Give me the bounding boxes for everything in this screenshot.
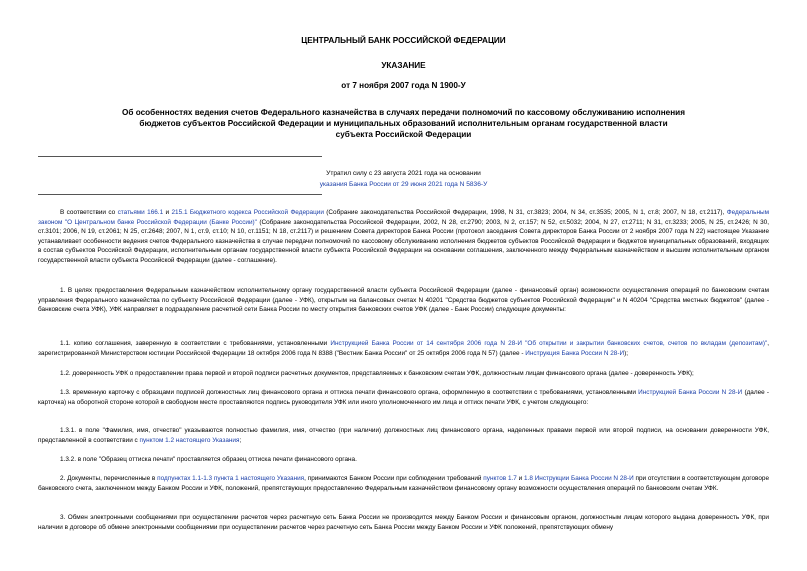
divider-top (38, 156, 322, 157)
status-note-text: Утратил силу с 23 августа 2021 года на основании (326, 170, 481, 177)
link-point-1-8[interactable]: 1.8 Инструкции Банка России N 28-И (524, 475, 634, 482)
paragraph-1-1 (38, 339, 769, 358)
status-note-link[interactable]: указания Банка России от 29 июня 2021 года N 5836-У (319, 181, 488, 188)
text-run: 1.3. временную карточку с образцами подписей должностных лиц финансового органа и оттиска печати финансового органа, оформленную в соответствии с требованиями, установленными (60, 389, 639, 396)
link-central-bank-law[interactable]: Федеральным законом "О Центральном банке Российской Федерации (Банке России)" (38, 209, 769, 226)
text-run: (Собрание законодательства Российской Федерации, 1998, N 31, ст.3823; 2004, N 34, ст.3535; 2005, N 1, ст.8; 2007, N 18, ст.2117), (323, 209, 727, 216)
text-run: ); (624, 349, 628, 357)
paragraph-2 (38, 474, 769, 493)
link-subpoints-1-1-1-3[interactable]: подпунктах 1.1-1.3 пункта 1 настоящего Указания (157, 475, 305, 482)
document-type-heading: УКАЗАНИЕ (381, 61, 426, 70)
text-run: 1.1. копию соглашения, заверенную в соответствии с требованиями, установленными (60, 340, 331, 347)
text-run: 2. Документы, перечисленные в (60, 475, 158, 482)
status-note (0, 168, 807, 190)
paragraph-3: 3. Обмен электронными сообщениями при осуществлении расчетов через расчетную сеть Банка России не производится между Банком России и финансовым органом, должностным лицам которого выдана доверенность УФК, при наличии в договоре об обмене электронными сообщениями при осуществлении расчетов через расчетную сеть Банка России между Банком России и УФК положений, препятствующих обмену (38, 514, 769, 531)
text-run: ; (239, 436, 242, 444)
text-run: , зарегистрированной Министерством юстиции Российской Федерации 18 октября 2006 года N 8388 ("Вестник Банка России" от 25 октября 2006 года N 57) (далее - (38, 340, 769, 357)
divider-bottom (38, 194, 322, 195)
text-run: при отсутствии в соответствующем договоре банковского счета, заключенном между Банком России и УФК, положений, препятствующих предоставлению Федеральным казначейством финансовому органу возможности осуществления операций по банковским счетам УФК. (38, 475, 770, 492)
link-point-1-2[interactable]: пунктом 1.2 настоящего Указания (139, 436, 240, 444)
paragraph-1: 1. В целях предоставления Федеральным казначейством исполнительному органу государственной власти субъекта Российской Федерации (далее - финансовый орган) возможности осуществления операций по банковским счетам управления Федерального казначейства по субъекту Российской Федерации (далее - УФК), открытым на балансовых счетах N 40201 "Средства бюджетов субъектов Российской Федерации" и N 40204 "Средства местных бюджетов" (далее - банковские счета УФК), УФК направляет в подразделение расчетной сети Банка России по месту открытия банковских счетов УФК (далее - Банк России) следующие документы: (38, 287, 769, 314)
document-title: Об особенностях ведения счетов Федерального казначейства в случаях передачи полномочий по кассовому обслуживанию исполнения бюджетов субъектов Российской Федерации и муниципальных образований исполнительным органам государственной власти субъекта Российской Федерации (122, 108, 685, 139)
text-run: В соответствии со (60, 209, 118, 216)
paragraph-1-3-2: 1.3.2. в поле "Образец оттиска печати" проставляется образец оттиска печати финансового органа. (60, 456, 357, 463)
text-run: , принимаются Банком России при соблюдении требований (304, 475, 484, 482)
paragraph-1-2: 1.2. доверенность УФК о предоставлении права первой и второй подписи расчетных документов, представляемых к банковским счетам УФК, должностным лицам финансового органа (далее - доверенность УФК); (60, 370, 694, 377)
link-point-1-7[interactable]: пунктов 1.7 (483, 475, 517, 482)
text-run: и (163, 209, 172, 216)
link-budget-code[interactable]: 215.1 Бюджетного кодекса Российской Федерации (171, 209, 324, 216)
text-run: и (516, 475, 525, 482)
paragraph-1-3-1 (38, 426, 769, 445)
text-run: (Собрание законодательства Российской Федерации, 2002, N 28, ст.2790; 2003, N 2, ст.157; N 52, ст.5032; 2004, N 27, ст.2711; N 31, ст.3233; 2005, N 25, ст.2426; N 30, ст.3101; 2006, N 19, ст.2061; N 25, ст.2648; 2007, N 1, ст.9, ст.10; N 10, ст.1151; N 18, ст.2117) и решением Совета директоров Банка России (протокол заседания Совета директоров Банка России от 2 ноября 2007 года N 22) настоящее Указание устанавливает особенности ведения счетов Федерального казначейства в случае передачи полномочий по кассовому обслуживанию исполнения бюджетов субъектов Российской Федерации и бюджетов муниципальных образований, входящих в состав субъектов Российской Федерации, исполнительным органам государственной власти субъекта Российской Федерации на основании соглашения, заключенного между Федеральным казначейством и высшим исполнительным органом государственной власти субъекта Российской Федерации (далее - соглашение). (38, 218, 769, 264)
link-instruction-28i[interactable]: Инструкция Банка России N 28-И (525, 349, 625, 357)
issuer-heading: ЦЕНТРАЛЬНЫЙ БАНК РОССИЙСКОЙ ФЕДЕРАЦИИ (301, 36, 506, 45)
paragraph-1-3 (38, 388, 769, 407)
link-instruction-28i-full[interactable]: Инструкцией Банка России от 14 сентября 2006 года N 28-И "Об открытии и закрытии банковских счетов, счетов по вкладам (депозитам)" (330, 340, 768, 347)
text-run: 1.3.1. в поле "Фамилия, имя, отчество" указываются полностью фамилия, имя, отчество (при наличии) должностных лиц финансового органа, наделенных правами первой или второй подписи, на основании доверенности УФК, представленной в соответствии с (38, 427, 769, 444)
link-instruction-28i[interactable]: Инструкцией Банка России N 28-И (638, 389, 743, 396)
preamble-paragraph (38, 208, 769, 266)
link-article-166-1[interactable]: статьями 166.1 (117, 209, 164, 216)
text-run: (далее - карточка) на оборотной стороне которой в свободном месте проставляются подпись руководителя УФК или иного уполномоченного им лица и оттиск печати УФК, с учетом следующего: (38, 389, 770, 406)
document-date-heading: от 7 ноября 2007 года N 1900-У (341, 81, 466, 90)
